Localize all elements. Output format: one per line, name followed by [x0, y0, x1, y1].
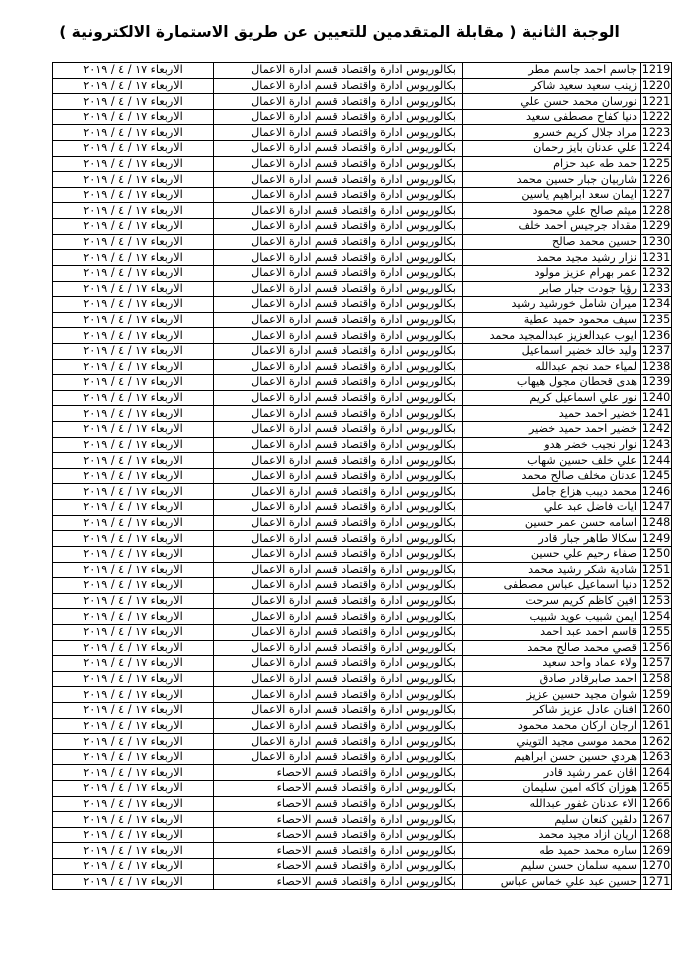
table-row	[53, 422, 672, 438]
table-row	[53, 437, 672, 453]
row-number: 1262	[641, 734, 671, 748]
interview-date: الاربعاء ١٧ / ٤ / ٢٠١٩	[53, 125, 214, 141]
row-number: 1223	[641, 125, 671, 139]
degree-department: بكالوريوس ادارة واقتصاد قسم ادارة الاعمال	[214, 422, 463, 438]
table-row	[53, 843, 672, 859]
interview-date: الاربعاء ١٧ / ٤ / ٢٠١٩	[53, 827, 214, 843]
degree-department: بكالوريوس ادارة واقتصاد قسم ادارة الاعمال	[214, 515, 463, 531]
applicant-name: هدى قحطان مجول هيهاب	[463, 375, 641, 391]
degree-department: بكالوريوس ادارة واقتصاد قسم ادارة الاعمال	[214, 702, 463, 718]
applicant-name: ميثم صالح علي محمود	[463, 203, 641, 219]
row-number: 1249	[641, 531, 671, 545]
row-number: 1243	[641, 437, 671, 451]
table-row	[53, 156, 672, 172]
applicant-name: زينب سعيد سعيد شاكر	[463, 78, 641, 94]
table-row	[53, 531, 672, 547]
degree-department: بكالوريوس ادارة واقتصاد قسم ادارة الاعمال	[214, 640, 463, 656]
applicant-name: لمياء حمد نجم عبدالله	[463, 359, 641, 375]
applicant-name: سيف محمود حميد عطية	[463, 312, 641, 328]
row-number: 1250	[641, 547, 671, 561]
applicant-name: هردي حسين حسن ابراهيم	[463, 749, 641, 765]
table-row	[53, 250, 672, 266]
interview-date: الاربعاء ١٧ / ٤ / ٢٠١٩	[53, 219, 214, 235]
table-row	[53, 609, 672, 625]
table-row	[53, 63, 672, 79]
row-number: 1235	[641, 313, 671, 327]
interview-date: الاربعاء ١٧ / ٤ / ٢٠١٩	[53, 437, 214, 453]
interview-date: الاربعاء ١٧ / ٤ / ٢٠١٩	[53, 63, 214, 79]
interview-date: الاربعاء ١٧ / ٤ / ٢٠١٩	[53, 422, 214, 438]
table-row	[53, 390, 672, 406]
interview-date: الاربعاء ١٧ / ٤ / ٢٠١٩	[53, 640, 214, 656]
table-row	[53, 656, 672, 672]
degree-department: بكالوريوس ادارة واقتصاد قسم ادارة الاعمال	[214, 250, 463, 266]
row-number: 1259	[641, 687, 671, 701]
row-number: 1219	[641, 63, 671, 77]
table-row	[53, 328, 672, 344]
applicant-name: ايوب عبدالعزيز عبدالمجيد محمد	[463, 328, 641, 344]
degree-department: بكالوريوس ادارة واقتصاد قسم ادارة الاعمال	[214, 234, 463, 250]
row-number: 1246	[641, 484, 671, 498]
applicant-name: ميران شامل خورشيد رشيد	[463, 297, 641, 313]
table-row	[53, 562, 672, 578]
candidates-table	[52, 62, 672, 890]
row-number: 1237	[641, 344, 671, 358]
row-number: 1227	[641, 188, 671, 202]
interview-date: الاربعاء ١٧ / ٤ / ٢٠١٩	[53, 328, 214, 344]
row-number: 1267	[641, 812, 671, 826]
interview-date: الاربعاء ١٧ / ٤ / ٢٠١٩	[53, 109, 214, 125]
row-number: 1221	[641, 94, 671, 108]
table-row	[53, 687, 672, 703]
degree-department: بكالوريوس ادارة واقتصاد قسم ادارة الاعمال	[214, 390, 463, 406]
interview-date: الاربعاء ١٧ / ٤ / ٢٠١٩	[53, 859, 214, 875]
applicant-name: نزار رشيد مجيد محمد	[463, 250, 641, 266]
degree-department: بكالوريوس ادارة واقتصاد قسم ادارة الاعمال	[214, 484, 463, 500]
row-number: 1254	[641, 609, 671, 623]
interview-date: الاربعاء ١٧ / ٤ / ٢٠١٩	[53, 781, 214, 797]
interview-date: الاربعاء ١٧ / ٤ / ٢٠١٩	[53, 359, 214, 375]
interview-date: الاربعاء ١٧ / ٤ / ٢٠١٩	[53, 94, 214, 110]
row-number: 1260	[641, 703, 671, 717]
row-number: 1270	[641, 859, 671, 873]
interview-date: الاربعاء ١٧ / ٤ / ٢٠١٩	[53, 531, 214, 547]
interview-date: الاربعاء ١٧ / ٤ / ٢٠١٩	[53, 749, 214, 765]
interview-date: الاربعاء ١٧ / ٤ / ٢٠١٩	[53, 562, 214, 578]
table-row	[53, 484, 672, 500]
row-number: 1226	[641, 172, 671, 186]
interview-date: الاربعاء ١٧ / ٤ / ٢٠١٩	[53, 234, 214, 250]
row-number: 1264	[641, 765, 671, 779]
row-number: 1251	[641, 562, 671, 576]
applicant-name: ساره محمد حميد طه	[463, 843, 641, 859]
applicant-name: دنيا اسماعيل عباس مصطفى	[463, 578, 641, 594]
interview-date: الاربعاء ١٧ / ٤ / ٢٠١٩	[53, 78, 214, 94]
table-row	[53, 859, 672, 875]
row-number: 1239	[641, 375, 671, 389]
interview-date: الاربعاء ١٧ / ٤ / ٢٠١٩	[53, 281, 214, 297]
table-row	[53, 94, 672, 110]
applicant-name: نوار نجيب خضر هدو	[463, 437, 641, 453]
applicant-name: خضير احمد حميد	[463, 406, 641, 422]
table-row	[53, 265, 672, 281]
row-number: 1220	[641, 78, 671, 92]
table-row	[53, 359, 672, 375]
degree-department: بكالوريوس ادارة واقتصاد قسم ادارة الاعمال	[214, 203, 463, 219]
table-row	[53, 234, 672, 250]
interview-date: الاربعاء ١٧ / ٤ / ٢٠١٩	[53, 187, 214, 203]
applicant-name: علي عدنان بايز رحمان	[463, 141, 641, 157]
applicant-name: عمر بهرام عزيز مولود	[463, 265, 641, 281]
applicant-name: عدنان مخلف صالح محمد	[463, 468, 641, 484]
row-number: 1232	[641, 266, 671, 280]
table-row	[53, 593, 672, 609]
interview-date: الاربعاء ١٧ / ٤ / ٢٠١٩	[53, 500, 214, 516]
interview-date: الاربعاء ١٧ / ٤ / ٢٠١٩	[53, 453, 214, 469]
table-row	[53, 453, 672, 469]
interview-date: الاربعاء ١٧ / ٤ / ٢٠١٩	[53, 593, 214, 609]
row-number: 1228	[641, 203, 671, 217]
applicant-name: ارجان اركان محمد محمود	[463, 718, 641, 734]
degree-department: بكالوريوس ادارة واقتصاد قسم الاحصاء	[214, 812, 463, 828]
degree-department: بكالوريوس ادارة واقتصاد قسم ادارة الاعمال	[214, 562, 463, 578]
applicant-name: دلڤين كنعان سليم	[463, 812, 641, 828]
table-row	[53, 312, 672, 328]
row-number: 1257	[641, 656, 671, 670]
interview-date: الاربعاء ١٧ / ٤ / ٢٠١٩	[53, 156, 214, 172]
row-number: 1258	[641, 672, 671, 686]
degree-department: بكالوريوس ادارة واقتصاد قسم ادارة الاعمال	[214, 172, 463, 188]
interview-date: الاربعاء ١٧ / ٤ / ٢٠١٩	[53, 609, 214, 625]
applicant-name: افين كاظم كريم سرحت	[463, 593, 641, 609]
interview-date: الاربعاء ١٧ / ٤ / ٢٠١٩	[53, 671, 214, 687]
table-body	[53, 63, 672, 890]
table-row	[53, 468, 672, 484]
degree-department: بكالوريوس ادارة واقتصاد قسم الاحصاء	[214, 859, 463, 875]
row-number: 1240	[641, 391, 671, 405]
table-row	[53, 500, 672, 516]
table-row	[53, 827, 672, 843]
degree-department: بكالوريوس ادارة واقتصاد قسم ادارة الاعمال	[214, 312, 463, 328]
row-number: 1271	[641, 874, 671, 888]
applicant-name: صفاء رحيم علي حسين	[463, 546, 641, 562]
applicant-name: افنان عادل عزيز شاكر	[463, 702, 641, 718]
applicant-name: رؤيا جودت جبار صابر	[463, 281, 641, 297]
interview-date: الاربعاء ١٧ / ٤ / ٢٠١٩	[53, 468, 214, 484]
degree-department: بكالوريوس ادارة واقتصاد قسم ادارة الاعمال	[214, 265, 463, 281]
table-row	[53, 812, 672, 828]
interview-date: الاربعاء ١٧ / ٤ / ٢٠١٩	[53, 578, 214, 594]
degree-department: بكالوريوس ادارة واقتصاد قسم الاحصاء	[214, 796, 463, 812]
degree-department: بكالوريوس ادارة واقتصاد قسم ادارة الاعمال	[214, 531, 463, 547]
row-number: 1256	[641, 640, 671, 654]
table-row	[53, 796, 672, 812]
table-row	[53, 109, 672, 125]
table-row	[53, 172, 672, 188]
table-row	[53, 406, 672, 422]
row-number: 1265	[641, 781, 671, 795]
degree-department: بكالوريوس ادارة واقتصاد قسم ادارة الاعمال	[214, 359, 463, 375]
applicant-name: مقداد جرجيس احمد خلف	[463, 219, 641, 235]
table-row	[53, 515, 672, 531]
applicant-name: قصي محمد صالح محمد	[463, 640, 641, 656]
row-number: 1230	[641, 235, 671, 248]
table-row	[53, 702, 672, 718]
applicant-name: جاسم احمد جاسم مطر	[463, 63, 641, 79]
degree-department: بكالوريوس ادارة واقتصاد قسم ادارة الاعمال	[214, 187, 463, 203]
applicant-name: محمد ديبب هزاع جامل	[463, 484, 641, 500]
interview-date: الاربعاء ١٧ / ٤ / ٢٠١٩	[53, 546, 214, 562]
degree-department: بكالوريوس ادارة واقتصاد قسم ادارة الاعمال	[214, 328, 463, 344]
degree-department: بكالوريوس ادارة واقتصاد قسم ادارة الاعمال	[214, 141, 463, 157]
degree-department: بكالوريوس ادارة واقتصاد قسم ادارة الاعمال	[214, 219, 463, 235]
interview-date: الاربعاء ١٧ / ٤ / ٢٠١٩	[53, 796, 214, 812]
applicant-name: اريان ازاد مجيد محمد	[463, 827, 641, 843]
table-row	[53, 141, 672, 157]
interview-date: الاربعاء ١٧ / ٤ / ٢٠١٩	[53, 656, 214, 672]
degree-department: بكالوريوس ادارة واقتصاد قسم ادارة الاعمال	[214, 749, 463, 765]
applicant-name: الاء عدنان غفور عبدالله	[463, 796, 641, 812]
degree-department: بكالوريوس ادارة واقتصاد قسم ادارة الاعمال	[214, 297, 463, 313]
applicant-name: شاربيان جبار حسين محمد	[463, 172, 641, 188]
degree-department: بكالوريوس ادارة واقتصاد قسم ادارة الاعمال	[214, 437, 463, 453]
applicant-name: حسين محمد صالح	[463, 234, 641, 250]
table-row	[53, 578, 672, 594]
table-row	[53, 203, 672, 219]
interview-date: الاربعاء ١٧ / ٤ / ٢٠١٩	[53, 734, 214, 750]
row-number: 1231	[641, 250, 671, 264]
row-number: 1222	[641, 110, 671, 124]
interview-date: الاربعاء ١٧ / ٤ / ٢٠١٩	[53, 265, 214, 281]
applicant-name: حسين عبد علي خماس عباس	[463, 874, 641, 890]
applicant-name: نورسان محمد حسن علي	[463, 94, 641, 110]
applicant-name: اڤان عمر رشيد قادر	[463, 765, 641, 781]
degree-department: بكالوريوس ادارة واقتصاد قسم الاحصاء	[214, 781, 463, 797]
degree-department: بكالوريوس ادارة واقتصاد قسم ادارة الاعمال	[214, 593, 463, 609]
degree-department: بكالوريوس ادارة واقتصاد قسم الاحصاء	[214, 843, 463, 859]
interview-date: الاربعاء ١٧ / ٤ / ٢٠١٩	[53, 812, 214, 828]
degree-department: بكالوريوس ادارة واقتصاد قسم الاحصاء	[214, 827, 463, 843]
row-number: 1236	[641, 328, 671, 342]
applicant-name: ولاء عماد واحد سعيد	[463, 656, 641, 672]
table-row	[53, 78, 672, 94]
row-number: 1245	[641, 469, 671, 483]
row-number: 1247	[641, 500, 671, 514]
degree-department: بكالوريوس ادارة واقتصاد قسم ادارة الاعمال	[214, 687, 463, 703]
interview-date: الاربعاء ١٧ / ٤ / ٢٠١٩	[53, 390, 214, 406]
table-row	[53, 343, 672, 359]
applicant-name: شوان مجيد حسين عزيز	[463, 687, 641, 703]
degree-department: بكالوريوس ادارة واقتصاد قسم ادارة الاعمال	[214, 609, 463, 625]
table-row	[53, 874, 672, 890]
row-number: 1266	[641, 796, 671, 810]
applicant-name: سميه سلمان حسن سليم	[463, 859, 641, 875]
row-number: 1241	[641, 406, 671, 420]
row-number: 1242	[641, 422, 671, 436]
row-number: 1255	[641, 625, 671, 639]
interview-date: الاربعاء ١٧ / ٤ / ٢٠١٩	[53, 141, 214, 157]
applicant-name: نور علي اسماعيل كريم	[463, 390, 641, 406]
degree-department: بكالوريوس ادارة واقتصاد قسم ادارة الاعمال	[214, 375, 463, 391]
applicant-name: اسامه حسن عمر حسين	[463, 515, 641, 531]
degree-department: بكالوريوس ادارة واقتصاد قسم ادارة الاعمال	[214, 343, 463, 359]
degree-department: بكالوريوس ادارة واقتصاد قسم ادارة الاعمال	[214, 624, 463, 640]
applicant-name: ايمن شبيب عويد شبيب	[463, 609, 641, 625]
table-row	[53, 734, 672, 750]
interview-date: الاربعاء ١٧ / ٤ / ٢٠١٩	[53, 375, 214, 391]
row-number: 1224	[641, 141, 671, 155]
interview-date: الاربعاء ١٧ / ٤ / ٢٠١٩	[53, 343, 214, 359]
applicant-name: مراد جلال كريم خسرو	[463, 125, 641, 141]
table-row	[53, 219, 672, 235]
interview-date: الاربعاء ١٧ / ٤ / ٢٠١٩	[53, 312, 214, 328]
degree-department: بكالوريوس ادارة واقتصاد قسم ادارة الاعمال	[214, 78, 463, 94]
table-row	[53, 375, 672, 391]
degree-department: بكالوريوس ادارة واقتصاد قسم ادارة الاعمال	[214, 281, 463, 297]
degree-department: بكالوريوس ادارة واقتصاد قسم ادارة الاعمال	[214, 468, 463, 484]
interview-date: الاربعاء ١٧ / ٤ / ٢٠١٩	[53, 515, 214, 531]
interview-date: الاربعاء ١٧ / ٤ / ٢٠١٩	[53, 843, 214, 859]
row-number: 1268	[641, 828, 671, 842]
row-number: 1233	[641, 281, 671, 295]
row-number: 1253	[641, 594, 671, 608]
table-row	[53, 624, 672, 640]
degree-department: بكالوريوس ادارة واقتصاد قسم الاحصاء	[214, 765, 463, 781]
applicant-name: خضير احمد حميد خضير	[463, 422, 641, 438]
row-number: 1252	[641, 578, 671, 592]
interview-date: الاربعاء ١٧ / ٤ / ٢٠١٩	[53, 718, 214, 734]
degree-department: بكالوريوس ادارة واقتصاد قسم ادارة الاعمال	[214, 734, 463, 750]
applicant-name: علي خلف حسين شهاب	[463, 453, 641, 469]
interview-date: الاربعاء ١٧ / ٤ / ٢٠١٩	[53, 172, 214, 188]
applicant-name: محمد موسى مجيد التويني	[463, 734, 641, 750]
interview-date: الاربعاء ١٧ / ٤ / ٢٠١٩	[53, 687, 214, 703]
interview-date: الاربعاء ١٧ / ٤ / ٢٠١٩	[53, 484, 214, 500]
interview-date: الاربعاء ١٧ / ٤ / ٢٠١٩	[53, 297, 214, 313]
table-row	[53, 749, 672, 765]
degree-department: بكالوريوس ادارة واقتصاد قسم ادارة الاعمال	[214, 156, 463, 172]
row-number: 1248	[641, 515, 671, 529]
row-number: 1225	[641, 156, 671, 170]
interview-date: الاربعاء ١٧ / ٤ / ٢٠١٩	[53, 874, 214, 890]
degree-department: بكالوريوس ادارة واقتصاد قسم ادارة الاعمال	[214, 109, 463, 125]
table-row	[53, 187, 672, 203]
row-number: 1244	[641, 453, 671, 467]
table-row	[53, 546, 672, 562]
table-row	[53, 640, 672, 656]
table-row	[53, 765, 672, 781]
applicant-name: دنيا كفاح مصطفى سعيد	[463, 109, 641, 125]
degree-department: بكالوريوس ادارة واقتصاد قسم ادارة الاعمال	[214, 656, 463, 672]
interview-date: الاربعاء ١٧ / ٤ / ٢٠١٩	[53, 765, 214, 781]
interview-date: الاربعاء ١٧ / ٤ / ٢٠١٩	[53, 250, 214, 266]
applicant-name: وليد خالد خضير اسماعيل	[463, 343, 641, 359]
degree-department: بكالوريوس ادارة واقتصاد قسم ادارة الاعمال	[214, 578, 463, 594]
row-number: 1238	[641, 359, 671, 373]
table-row	[53, 125, 672, 141]
row-number: 1229	[641, 219, 671, 233]
degree-department: بكالوريوس ادارة واقتصاد قسم ادارة الاعمال	[214, 63, 463, 79]
degree-department: بكالوريوس ادارة واقتصاد قسم ادارة الاعمال	[214, 94, 463, 110]
applicant-name: شادية شكر رشيد محمد	[463, 562, 641, 578]
table-row	[53, 281, 672, 297]
degree-department: بكالوريوس ادارة واقتصاد قسم ادارة الاعمال	[214, 125, 463, 141]
degree-department: بكالوريوس ادارة واقتصاد قسم ادارة الاعمال	[214, 500, 463, 516]
table-row	[53, 781, 672, 797]
applicant-name: ايات فاضل عبد علي	[463, 500, 641, 516]
degree-department: بكالوريوس ادارة واقتصاد قسم ادارة الاعمال	[214, 406, 463, 422]
interview-date: الاربعاء ١٧ / ٤ / ٢٠١٩	[53, 203, 214, 219]
table-row	[53, 671, 672, 687]
applicant-name: قاسم احمد عبد احمد	[463, 624, 641, 640]
row-number: 1261	[641, 718, 671, 732]
degree-department: بكالوريوس ادارة واقتصاد قسم ادارة الاعمال	[214, 453, 463, 469]
degree-department: بكالوريوس ادارة واقتصاد قسم ادارة الاعمال	[214, 671, 463, 687]
row-number: 1269	[641, 843, 671, 857]
applicant-name: حمد طه عبد حزام	[463, 156, 641, 172]
degree-department: بكالوريوس ادارة واقتصاد قسم ادارة الاعمال	[214, 546, 463, 562]
page-title: الوجبة الثانية ( مقابلة المتقدمين للتعيين عن طريق الاستمارة الالكترونية )	[59, 23, 620, 41]
interview-date: الاربعاء ١٧ / ٤ / ٢٠١٩	[53, 702, 214, 718]
table-row	[53, 718, 672, 734]
interview-date: الاربعاء ١٧ / ٤ / ٢٠١٩	[53, 624, 214, 640]
table-row	[53, 297, 672, 313]
degree-department: بكالوريوس ادارة واقتصاد قسم الاحصاء	[214, 874, 463, 890]
applicant-name: ايمان سعد ابراهيم ياسين	[463, 187, 641, 203]
applicant-name: سكالا طاهر جبار قادر	[463, 531, 641, 547]
degree-department: بكالوريوس ادارة واقتصاد قسم ادارة الاعمال	[214, 718, 463, 734]
row-number: 1234	[641, 297, 671, 311]
row-number: 1263	[641, 750, 671, 764]
interview-date: الاربعاء ١٧ / ٤ / ٢٠١٩	[53, 406, 214, 422]
applicant-name: احمد صابرقادر صادق	[463, 671, 641, 687]
applicant-name: هوزان كاكه امين سليمان	[463, 781, 641, 797]
